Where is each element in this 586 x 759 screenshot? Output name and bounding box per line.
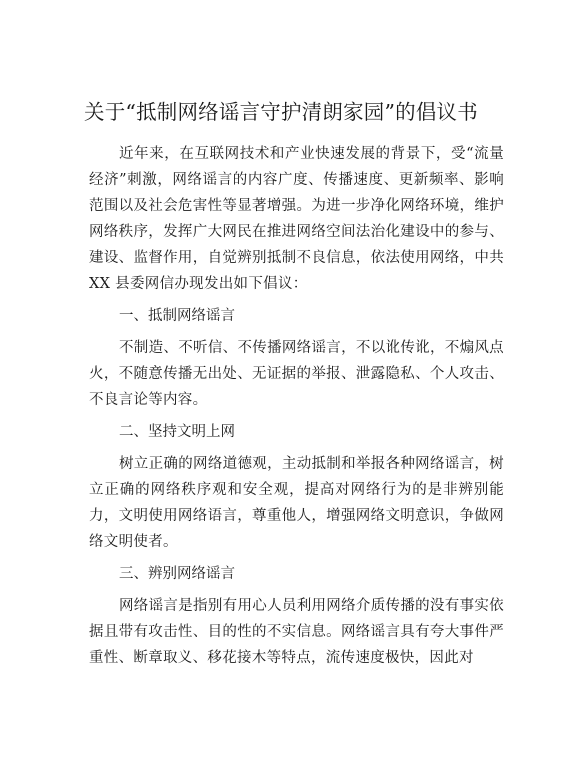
section-body-3: 网络谣言是指别有用心人员利用网络介质传播的没有事实依据且带有攻击性、目的性的不实信息。网络谣言具有夸大事件严重性、断章取义、移花接木等特点，流传速度极快，因此对: [89, 598, 504, 666]
document-body: [89, 141, 504, 671]
intro-paragraph: 近年来，在互联网技术和产业快速发展的背景下，受“流量经济”刺激，网络谣言的内容广度、传播速度、更新频率、影响范围以及社会危害性等显著增强。为进一步净化网络环境，维护网络秩序，发挥广大网民在推进网络空间法治化建设中的参与、建设、监督作用，自觉辨别抵制不良信息，依法使用网络，中共 XX 县委网信办现发出如下倡议：: [89, 146, 504, 292]
document-title: 关于“抵制网络谣言守护清朗家园”的倡议书: [84, 100, 478, 124]
section-heading-3: 三、辨别网络谣言: [119, 566, 235, 582]
section-heading-1: 一、抵制网络谣言: [119, 308, 235, 324]
section-body-1: 不制造、不听信、不传播网络谣言，不以讹传讹，不煽风点火，不随意传播无出处、无证据的举报、泄露隐私、个人攻击、不良言论等内容。: [89, 340, 504, 408]
section-body-2: 树立正确的网络道德观，主动抵制和举报各种网络谣言，树立正确的网络秩序观和安全观，提高对网络行为的是非辨别能力，文明使用网络语言，尊重他人，增强网络文明意识，争做网络文明使者。: [89, 456, 504, 550]
section-heading-2: 二、坚持文明上网: [119, 424, 235, 440]
